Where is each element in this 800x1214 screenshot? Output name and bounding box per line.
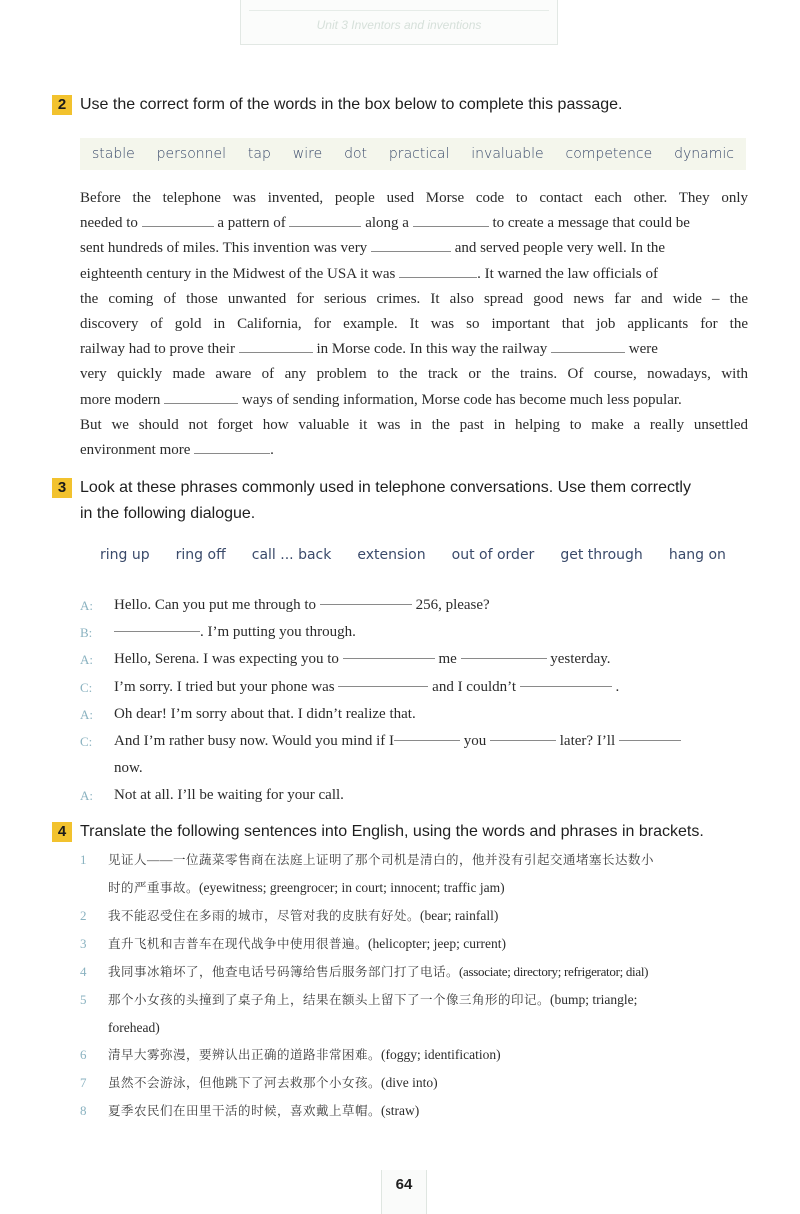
passage-line: the coming of those unwanted for serious crimes. It also spread good news far and wide – the <box>80 290 748 307</box>
page-number-tab <box>381 1170 427 1214</box>
speaker-label: A: <box>80 788 93 804</box>
phrase-item: call ... back <box>251 547 332 563</box>
item-number: 3 <box>80 936 87 951</box>
dialogue-text: Not at all. I’ll be waiting for your call. <box>114 787 344 804</box>
phrase-item: ring off <box>175 547 226 563</box>
unit-title: Unit 3 Inventors and inventions <box>316 18 482 32</box>
passage-text: and served people very well. In the <box>454 240 666 257</box>
chinese-sentence: 我不能忍受住在多雨的城市，尽管对我的皮肤有好处。 <box>108 909 421 923</box>
answer-blank[interactable] <box>490 728 556 741</box>
answer-blank[interactable] <box>551 340 625 353</box>
dialogue-line <box>80 701 748 728</box>
section-2-number: 2 <box>52 95 72 115</box>
word-item: stable <box>92 146 135 162</box>
translation-item <box>80 986 748 1041</box>
dialogue-line <box>80 728 748 755</box>
word-item: wire <box>292 146 323 162</box>
dialogue-text: Oh dear! I’m sorry about that. I didn’t realize that. <box>114 705 416 722</box>
answer-blank[interactable] <box>164 391 238 404</box>
phrase-item: out of order <box>451 547 535 563</box>
passage-line <box>80 236 748 261</box>
answer-blank[interactable] <box>461 646 547 659</box>
speaker-label: A: <box>80 652 93 668</box>
passage-text: . <box>270 441 274 458</box>
dialogue-text: Hello. Can you put me through to <box>114 597 317 613</box>
speaker-label: A: <box>80 706 93 722</box>
dialogue-line <box>80 782 748 809</box>
passage-line: discovery of gold in California, for example. It was so important that job applicants for the <box>80 315 748 332</box>
dialogue-text: . <box>615 678 620 695</box>
passage-text: to create a message that could be <box>492 215 690 232</box>
answer-blank[interactable] <box>520 674 612 687</box>
dialogue-text: and I couldn’t <box>432 678 517 695</box>
word-hint: (bear; rainfall) <box>420 908 499 923</box>
answer-blank[interactable] <box>114 619 200 632</box>
section-2-instruction: Use the correct form of the words in the box below to complete this passage. <box>80 96 623 113</box>
word-item: tap <box>247 146 271 162</box>
dialogue-line <box>80 755 748 782</box>
dialogue-text: 256, please? <box>415 597 490 613</box>
item-number: 1 <box>80 852 87 867</box>
item-number: 2 <box>80 908 87 923</box>
passage-text: needed to <box>80 215 138 232</box>
passage-line <box>80 438 748 463</box>
word-item: competence <box>565 146 653 162</box>
dialogue-line <box>80 674 748 701</box>
section-3-heading <box>52 478 691 527</box>
passage-text: eighteenth century in the Midwest of the USA it was <box>80 265 396 282</box>
speaker-label: A: <box>80 598 93 613</box>
section-3-instruction <box>80 475 691 527</box>
page-number: 64 <box>395 1176 413 1193</box>
dialogue <box>80 592 748 810</box>
item-number: 7 <box>80 1075 87 1090</box>
dialogue-text: later? I’ll <box>559 732 616 749</box>
passage-text: railway had to prove their <box>80 341 235 358</box>
passage-text: in Morse code. In this way the railway <box>316 341 548 358</box>
answer-blank[interactable] <box>338 674 428 687</box>
section-2-heading <box>52 95 623 118</box>
passage-text: were <box>628 341 658 358</box>
phrase-item: get through <box>560 547 643 563</box>
translation-item <box>80 902 748 930</box>
speaker-label: B: <box>80 625 93 641</box>
dialogue-text: I’m sorry. I tried but your phone was <box>114 678 335 695</box>
passage <box>80 186 748 463</box>
phrase-item: hang on <box>668 547 726 563</box>
chinese-sentence: 时的严重事故。 <box>108 881 200 895</box>
passage-text: a pattern of <box>217 215 286 232</box>
dialogue-line <box>80 646 748 673</box>
chinese-sentence: 见证人——一位蔬菜零售商在法庭上证明了那个司机是清白的，他并没有引起交通堵塞长达数小 <box>108 853 655 867</box>
dialogue-text: now. <box>114 760 143 777</box>
section-3-number: 3 <box>52 478 72 498</box>
speaker-label: C: <box>80 733 93 749</box>
dialogue-text: . I’m putting you through. <box>200 624 356 641</box>
passage-line <box>80 337 748 362</box>
passage-text: ways of sending information, Morse code has become much less popular. <box>241 391 682 408</box>
unit-header-tab <box>240 0 558 45</box>
translation-list <box>80 846 748 1125</box>
dialogue-line <box>80 619 748 646</box>
answer-blank[interactable] <box>320 592 412 605</box>
word-item: invaluable <box>471 146 544 162</box>
phrase-item: extension <box>357 547 426 563</box>
speaker-label: C: <box>80 679 93 695</box>
dialogue-text: Hello, Serena. I was expecting you to <box>114 651 339 668</box>
chinese-sentence: 那个小女孩的头撞到了桌子角上，结果在额头上留下了一个像三角形的印记。 <box>108 993 551 1007</box>
dialogue-line <box>80 592 748 619</box>
passage-line: very quickly made aware of any problem to the track or the trains. Of course, nowadays, with <box>80 366 748 383</box>
chinese-sentence: 虽然不会游泳，但他跳下了河去救那个小女孩。 <box>108 1076 382 1090</box>
passage-text: . It warned the law officials of <box>477 265 659 282</box>
answer-blank[interactable] <box>399 265 477 278</box>
item-number: 4 <box>80 964 87 979</box>
item-number: 5 <box>80 992 87 1007</box>
dialogue-text: yesterday. <box>550 651 611 668</box>
word-hint: (dive into) <box>381 1075 438 1090</box>
word-hint: (helicopter; jeep; current) <box>368 936 506 951</box>
word-hint: (foggy; identification) <box>381 1047 501 1062</box>
translation-item <box>80 930 748 958</box>
answer-blank[interactable] <box>289 214 361 227</box>
dialogue-text: And I’m rather busy now. Would you mind if I <box>114 732 395 749</box>
section-4-instruction: Translate the following sentences into English, using the words and phrases in brackets. <box>80 823 704 840</box>
answer-blank[interactable] <box>239 340 313 353</box>
word-item: practical <box>388 146 450 162</box>
dialogue-text: me <box>438 651 457 668</box>
dialogue-text: you <box>463 732 487 749</box>
answer-blank[interactable] <box>194 441 270 454</box>
section-4-heading <box>52 822 704 845</box>
passage-text: more modern <box>80 391 161 408</box>
chinese-sentence: 清早大雾弥漫，要辨认出正确的道路非常困难。 <box>108 1048 382 1062</box>
word-hint: (straw) <box>381 1103 420 1118</box>
item-number: 6 <box>80 1047 87 1062</box>
chinese-sentence: 夏季农民们在田里干活的时候，喜欢戴上草帽。 <box>108 1104 382 1118</box>
passage-line <box>80 262 748 287</box>
instruction-line: in the following dialogue. <box>80 505 256 522</box>
phrase-item: ring up <box>100 547 150 563</box>
phrase-box <box>80 540 746 570</box>
chinese-sentence: 我同事冰箱坏了，他查电话号码簿给售后服务部门打了电话。 <box>108 965 460 979</box>
word-hint: (associate; directory; refrigerator; dial) <box>459 964 649 979</box>
word-item: dot <box>344 146 368 162</box>
answer-blank[interactable] <box>142 214 214 227</box>
passage-text: environment more <box>80 441 191 458</box>
answer-blank[interactable] <box>394 728 460 741</box>
translation-item <box>80 1069 748 1097</box>
header-rule <box>249 10 549 11</box>
word-hint: (eyewitness; greengrocer; in court; innocent; traffic jam) <box>199 880 505 895</box>
passage-line <box>80 211 748 236</box>
translation-item <box>80 1097 748 1125</box>
answer-blank[interactable] <box>371 239 451 252</box>
item-number: 8 <box>80 1103 87 1118</box>
passage-text: along a <box>365 215 409 232</box>
answer-blank[interactable] <box>619 728 681 741</box>
word-hint: forehead) <box>108 1020 160 1035</box>
passage-text: sent hundreds of miles. This invention was very <box>80 240 368 257</box>
word-hint: (bump; triangle; <box>550 992 638 1007</box>
section-4-number: 4 <box>52 822 72 842</box>
passage-line <box>80 388 748 413</box>
translation-item <box>80 846 748 902</box>
answer-blank[interactable] <box>343 646 435 659</box>
passage-line: Before the telephone was invented, people used Morse code to contact each other. They only <box>80 190 748 206</box>
chinese-sentence: 直升飞机和吉普车在现代战争中使用很普遍。 <box>108 937 369 951</box>
answer-blank[interactable] <box>413 214 489 227</box>
translation-item <box>80 958 748 986</box>
passage-line: But we should not forget how valuable it was in the past in helping to make a really unsettled <box>80 416 748 433</box>
translation-item <box>80 1041 748 1069</box>
instruction-line: Look at these phrases commonly used in telephone conversations. Use them correctly <box>80 479 691 496</box>
word-item: personnel <box>156 146 227 162</box>
word-box <box>80 138 746 170</box>
word-item: dynamic <box>674 146 734 162</box>
